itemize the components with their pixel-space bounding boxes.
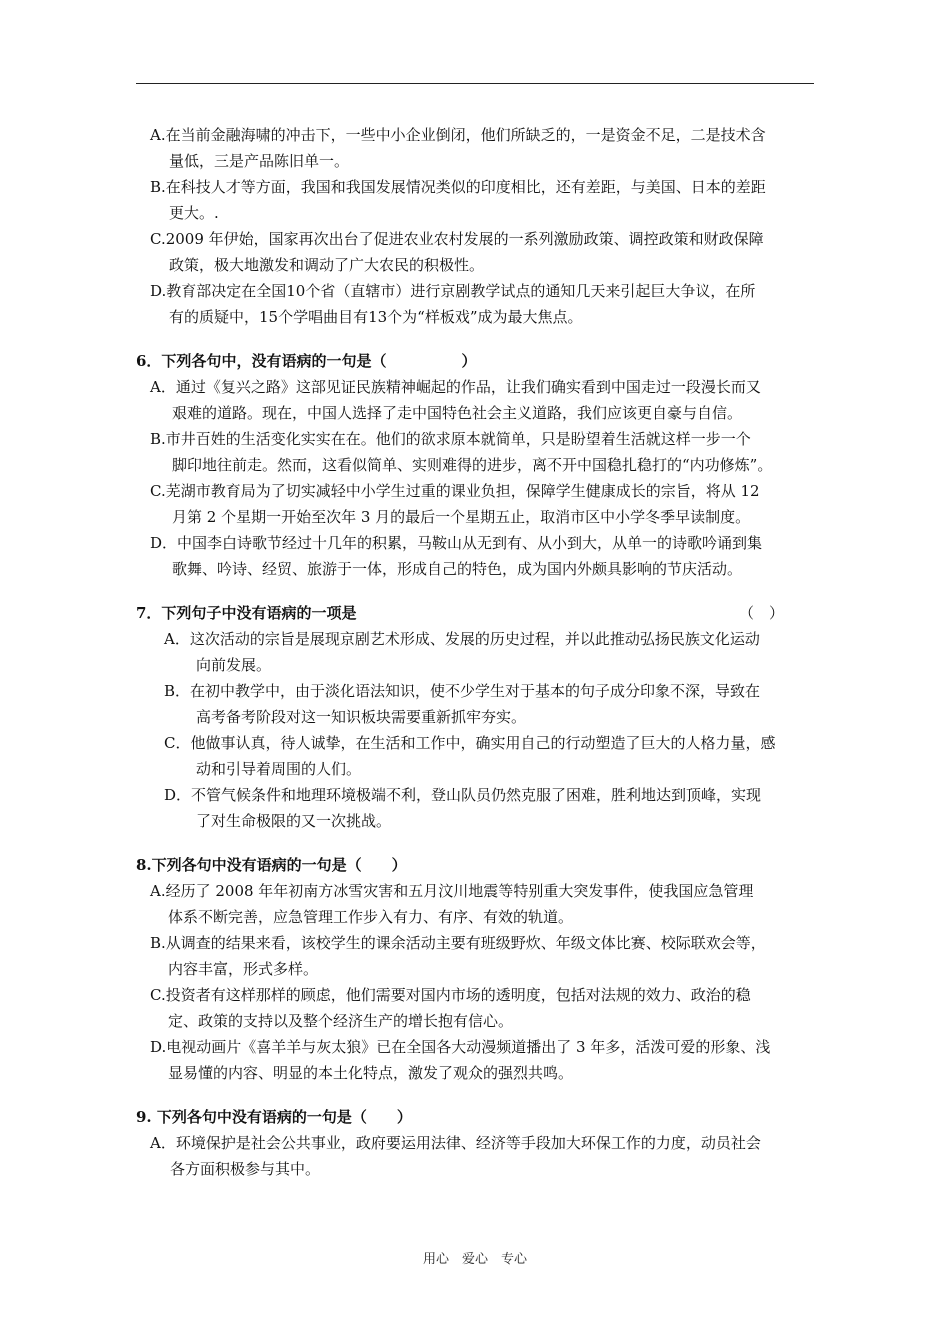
q5-option-a: A.在当前金融海啸的冲击下，一些中小企业倒闭，他们所缺乏的，一是资金不足，二是技术含 量低，三是产品陈旧单一。 (150, 126, 766, 170)
q5-option-d: D.教育部决定在全国10个省（直辖市）进行京剧教学试点的通知几天来引起巨大争议，在所 有的质疑中，15个学唱曲目有13个为“样板戏”成为最大焦点。 (150, 282, 756, 326)
question-5-options (136, 122, 816, 330)
q7-option-c: C．他做事认真，待人诚挚，在生活和工作中，确实用自己的行动塑造了巨大的人格力量，感 动和引导着周围的人们。 (164, 734, 776, 778)
q8-option-a: A.经历了 2008 年年初南方冰雪灾害和五月汶川地震等特别重大突发事件，使我国应急管理 体系不断完善，应急管理工作步入有力、有序、有效的轨道。 (150, 882, 754, 926)
question-9 (136, 1104, 816, 1182)
question-6-title: 6．下列各句中，没有语病的一句是（ ） (136, 352, 477, 370)
q6-option-b: B.市井百姓的生活变化实实在在。他们的欲求原本就简单，只是盼望着生活就这样一步一个 脚印地往前走。然而，这看似简单、实则难得的进步，离不开中国稳扎稳打的“内功修炼”。 (150, 430, 773, 474)
question-8-title: 8.下列各句中没有语病的一句是（ ） (136, 856, 407, 874)
page-footer: 用心 爱心 专心 (422, 1252, 527, 1267)
q7-option-d: D．不管气候条件和地理环境极端不利，登山队员仍然克服了困难，胜利地达到顶峰，实现 了对生命极限的又一次挑战。 (164, 786, 762, 830)
answer-paren: （ ） (738, 604, 784, 622)
question-8 (136, 852, 816, 1086)
q6-option-c: C.芜湖市教育局为了切实减轻中小学生过重的课业负担，保障学生健康成长的宗旨，将从 12 月第 2 个星期一开始至次年 3 月的最后一个星期五止，取消市区中小学冬季早读制度。 (150, 482, 760, 526)
document-body (136, 122, 816, 1182)
question-7 (136, 600, 816, 834)
question-9-title: 9. 下列各句中没有语病的一句是（ ） (136, 1108, 412, 1126)
q8-option-d: D.电视动画片《喜羊羊与灰太狼》已在全国各大动漫频道播出了 3 年多，活泼可爱的形象、浅 显易懂的内容、明显的本土化特点，激发了观众的强烈共鸣。 (150, 1038, 771, 1082)
q7-option-a: A．这次活动的宗旨是展现京剧艺术形成、发展的历史过程，并以此推动弘扬民族文化运动 向前发展。 (164, 630, 760, 674)
q7-option-b: B．在初中教学中，由于淡化语法知识，使不少学生对于基本的句子成分印象不深，导致在 高考备考阶段对这一知识板块需要重新抓牢夯实。 (164, 682, 761, 726)
q6-option-a: A．通过《复兴之路》这部见证民族精神崛起的作品，让我们确实看到中国走过一段漫长而又 艰难的道路。现在，中国人选择了走中国特色社会主义道路，我们应该更自豪与自信。 (150, 378, 761, 422)
q6-option-d: D．中国李白诗歌节经过十几年的积累，马鞍山从无到有、从小到大，从单一的诗歌吟诵到集 歌舞、吟诗、经贸、旅游于一体，形成自己的特色，成为国内外颇具影响的节庆活动。 (150, 534, 763, 578)
q5-option-b: B.在科技人才等方面，我国和我国发展情况类似的印度相比，还有差距，与美国、日本的差距 更大。. (150, 178, 766, 222)
question-6 (136, 348, 816, 582)
question-7-title: 7．下列句子中没有语病的一项是 （ ） (136, 600, 816, 626)
q8-option-c: C.投资者有这样那样的顾虑，他们需要对国内市场的透明度，包括对法规的效力、政治的稳 定、政策的支持以及整个经济生产的增长抱有信心。 (150, 986, 751, 1030)
q8-option-b: B.从调查的结果来看，该校学生的课余活动主要有班级野炊、年级文体比赛、校际联欢会等， 内容丰富，形式多样。 (150, 934, 766, 978)
q5-option-c: C.2009 年伊始，国家再次出台了促进农业农村发展的一系列激励政策、调控政策和财政保障 政策，极大地激发和调动了广大农民的积极性。 (150, 230, 764, 274)
q9-option-a: A．环境保护是社会公共事业，政府要运用法律、经济等手段加大环保工作的力度，动员社会 各方面积极参与其中。 (150, 1134, 761, 1178)
header-rule (136, 83, 814, 84)
